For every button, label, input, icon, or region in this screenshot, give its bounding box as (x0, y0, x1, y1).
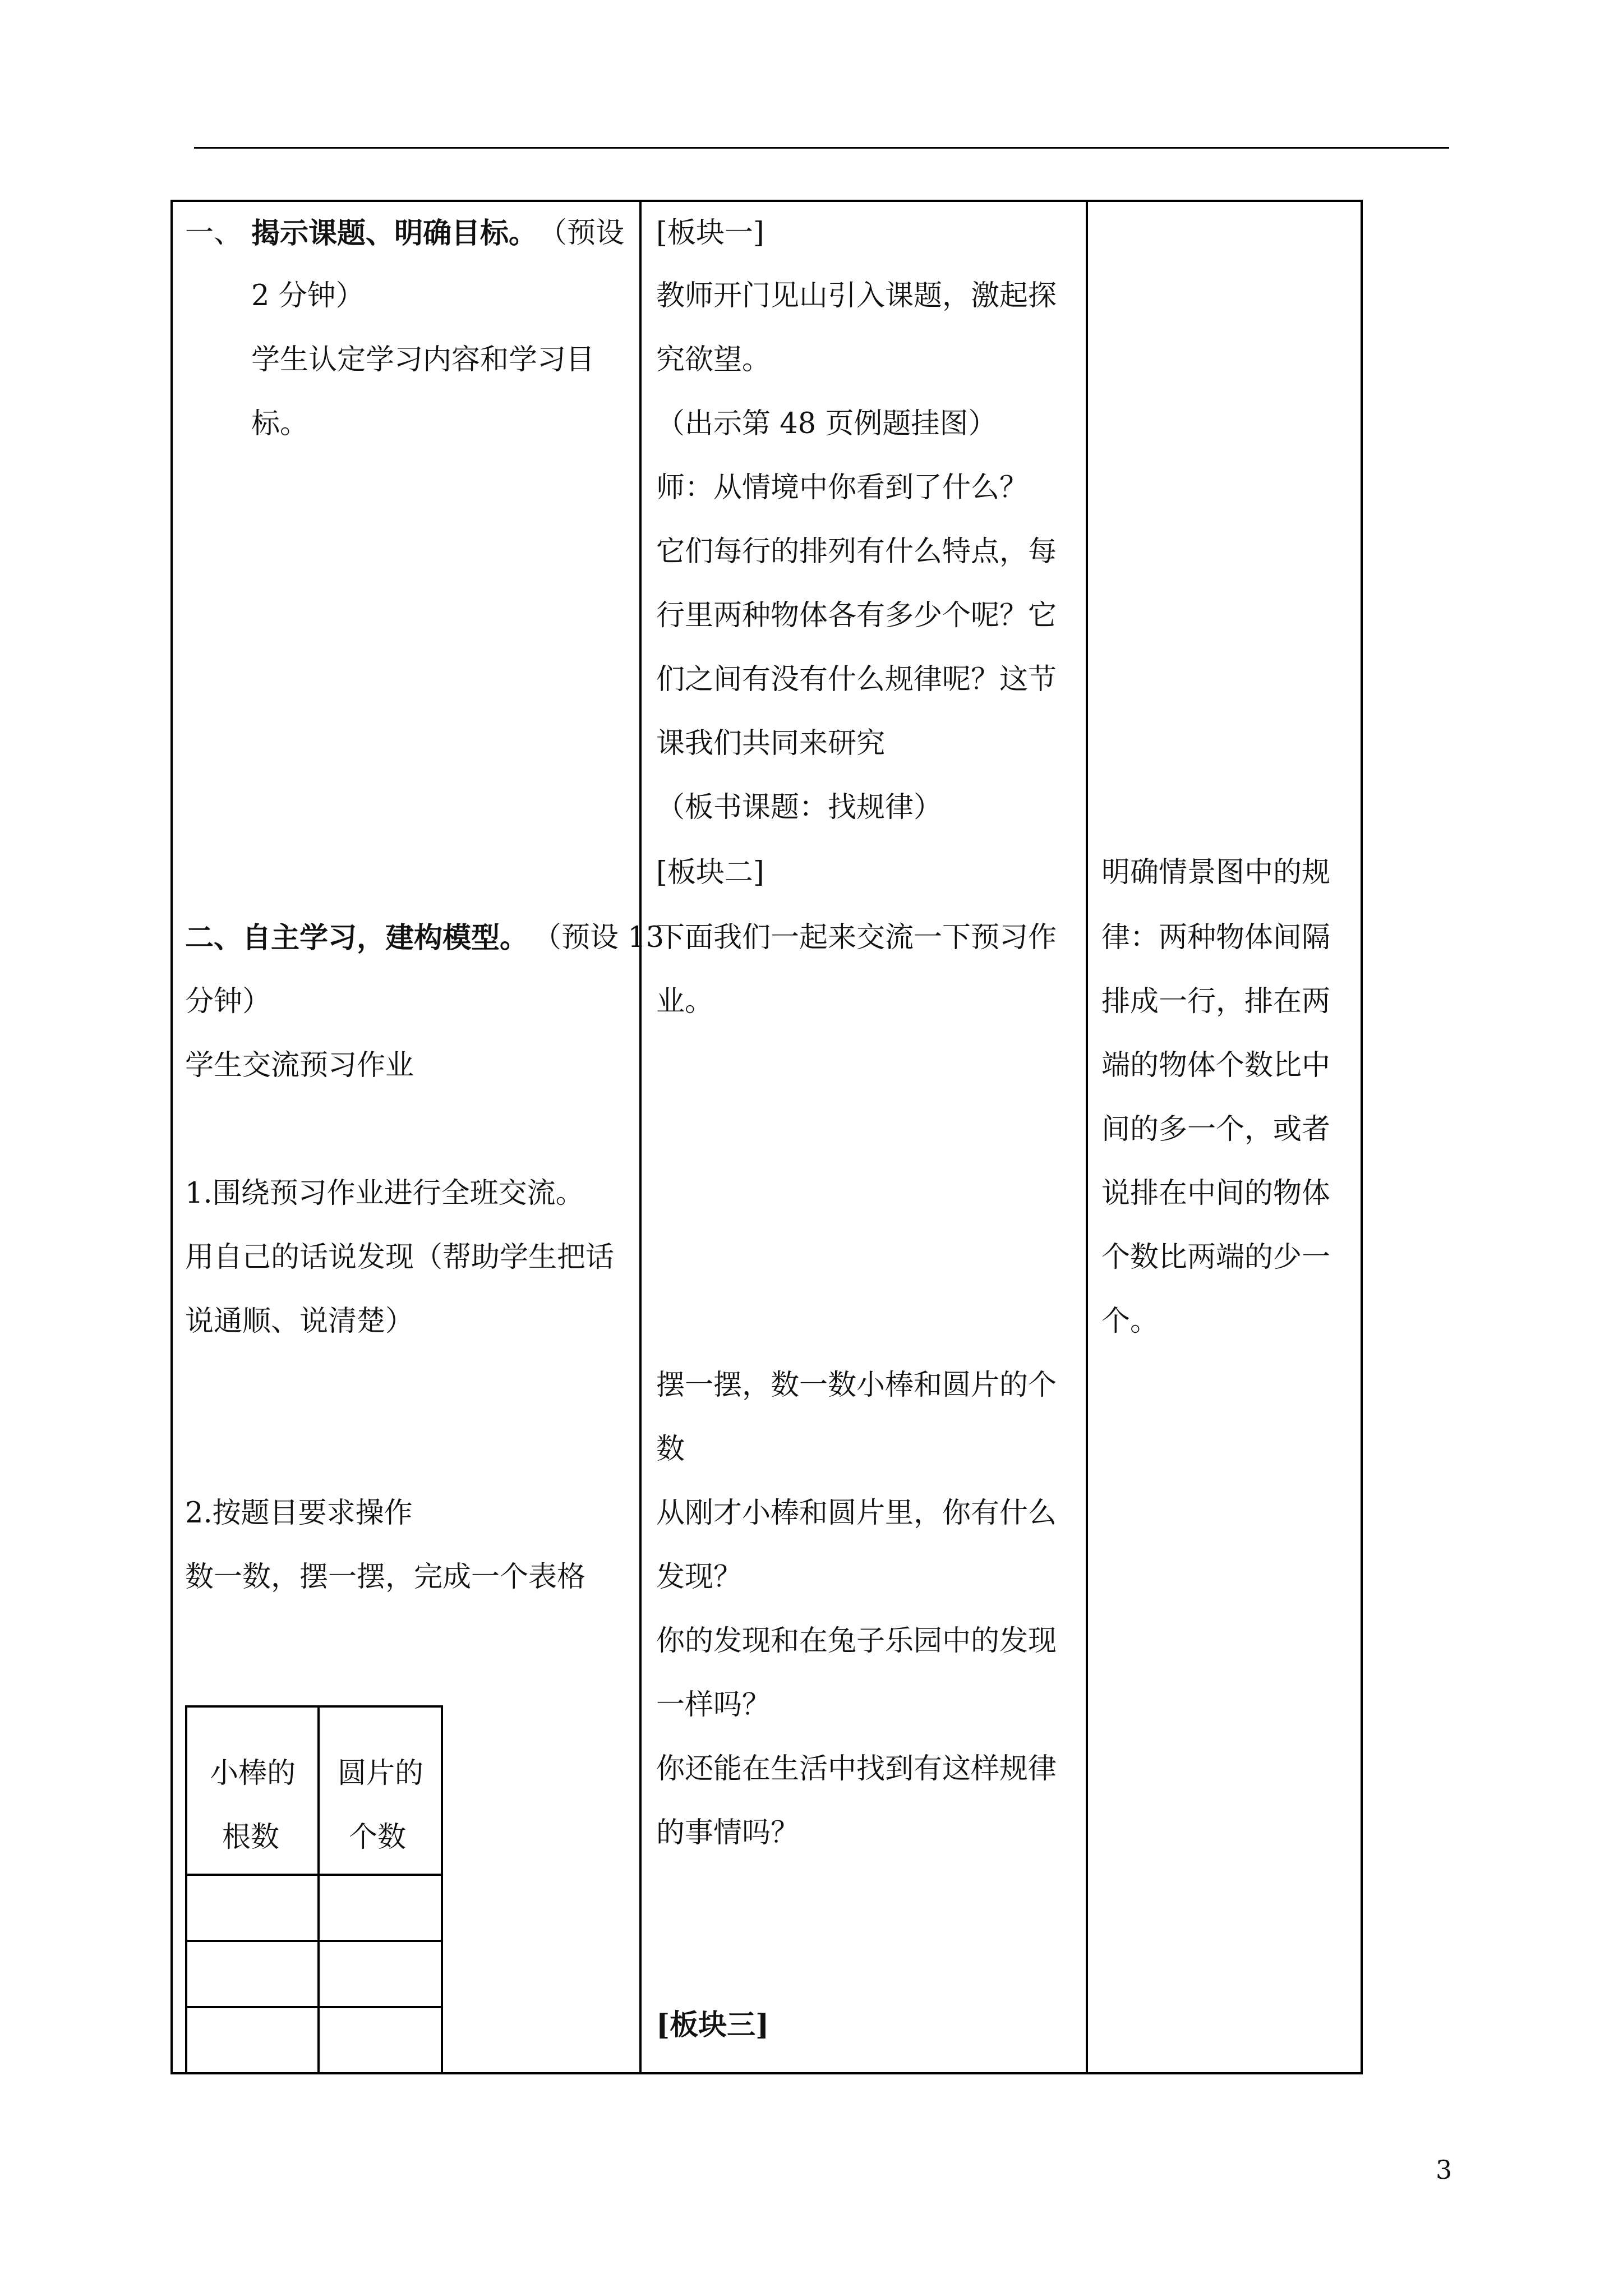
section2-time: 分钟） (185, 985, 271, 1018)
col2-line: 发现？ (656, 1561, 743, 1594)
section1-time: 2 分钟） (251, 279, 365, 312)
block-heading: [板块三] (656, 2008, 769, 2042)
section2-item1: 1.围绕预习作业进行全班交流。 (185, 1177, 584, 1210)
col2-line: 行里两种物体各有多少个呢？它 (656, 599, 1057, 632)
table-header-cell: 根数 (222, 1821, 280, 1854)
col3-line: 律：两种物体间隔 (1101, 921, 1331, 954)
col3-line: 明确情景图中的规 (1101, 856, 1331, 889)
section2-item1-line: 用自己的话说发现（帮助学生把话 (185, 1241, 615, 1274)
section2-title: 二、自主学习，建构模型。 (185, 921, 529, 955)
table-header-cell: 圆片的 (338, 1757, 424, 1790)
table-rule (185, 1940, 443, 1942)
col2-line: 下面我们一起来交流一下预习作 (656, 921, 1057, 954)
col3-line: 个数比两端的少一 (1101, 1241, 1331, 1274)
section2-preset: （预设 13 (533, 921, 665, 954)
table-rule (185, 1874, 443, 1876)
table-header-cell: 个数 (349, 1821, 407, 1854)
table-rule (185, 2006, 443, 2008)
section1-number: 一、 (185, 217, 243, 250)
col3-line: 个。 (1101, 1305, 1159, 1338)
section2-item2-line: 数一数，摆一摆，完成一个表格 (185, 1561, 586, 1594)
section2-item2: 2.按题目要求操作 (185, 1497, 413, 1530)
col2-line: 课我们共同来研究 (656, 727, 886, 760)
col2-line: 一样吗？ (656, 1688, 771, 1722)
section2-item1-line: 说通顺、说清楚） (185, 1305, 414, 1338)
table-rule (185, 2072, 443, 2074)
section1-title: 揭示课题、明确目标。 (251, 217, 538, 250)
col2-line: 数 (656, 1433, 685, 1466)
col2-line: 教师开门见山引入课题，激起探 (656, 279, 1057, 312)
table-rule (317, 1705, 320, 2074)
col2-line: 你还能在生活中找到有这样规律 (656, 1752, 1057, 1786)
col2-line: （出示第 48 页例题挂图） (656, 407, 997, 440)
col2-line: 究欲望。 (656, 343, 771, 376)
col2-line: 师：从情境中你看到了什么？ (656, 471, 1029, 504)
block-heading: [板块一] (656, 217, 764, 250)
section1-line: 学生认定学习内容和学习目 (251, 343, 595, 376)
col2-line: 摆一摆，数一数小棒和圆片的个 (656, 1369, 1057, 1402)
col3-line: 说排在中间的物体 (1101, 1177, 1331, 1210)
col2-line: 们之间有没有什么规律呢？这节 (656, 663, 1057, 696)
block-heading: [板块二] (656, 856, 764, 889)
col3-line: 间的多一个，或者 (1101, 1113, 1331, 1146)
col3-line: 排成一行，排在两 (1101, 985, 1331, 1018)
col2-line: 业。 (656, 985, 714, 1018)
table-rule (185, 1705, 443, 1708)
col2-line: 的事情吗？ (656, 1816, 800, 1849)
column-divider-2 (1086, 200, 1088, 2074)
table-rule (185, 1705, 187, 2074)
col2-line: 你的发现和在兔子乐园中的发现 (656, 1625, 1057, 1658)
col3-line: 端的物体个数比中 (1101, 1049, 1331, 1082)
header-rule (194, 147, 1449, 149)
column-divider-1 (639, 200, 642, 2074)
section1-preset: （预设 (538, 217, 625, 250)
page-number: 3 (1436, 2155, 1453, 2185)
section2-line: 学生交流预习作业 (185, 1049, 414, 1082)
table-header-cell: 小棒的 (210, 1757, 296, 1790)
col2-line: 它们每行的排列有什么特点，每 (656, 535, 1057, 568)
count-table (185, 1705, 443, 2074)
section1-line: 标。 (251, 407, 309, 440)
col2-line: （板书课题：找规律） (656, 791, 943, 824)
table-rule (441, 1705, 443, 2074)
col2-line: 从刚才小棒和圆片里，你有什么 (656, 1497, 1057, 1530)
